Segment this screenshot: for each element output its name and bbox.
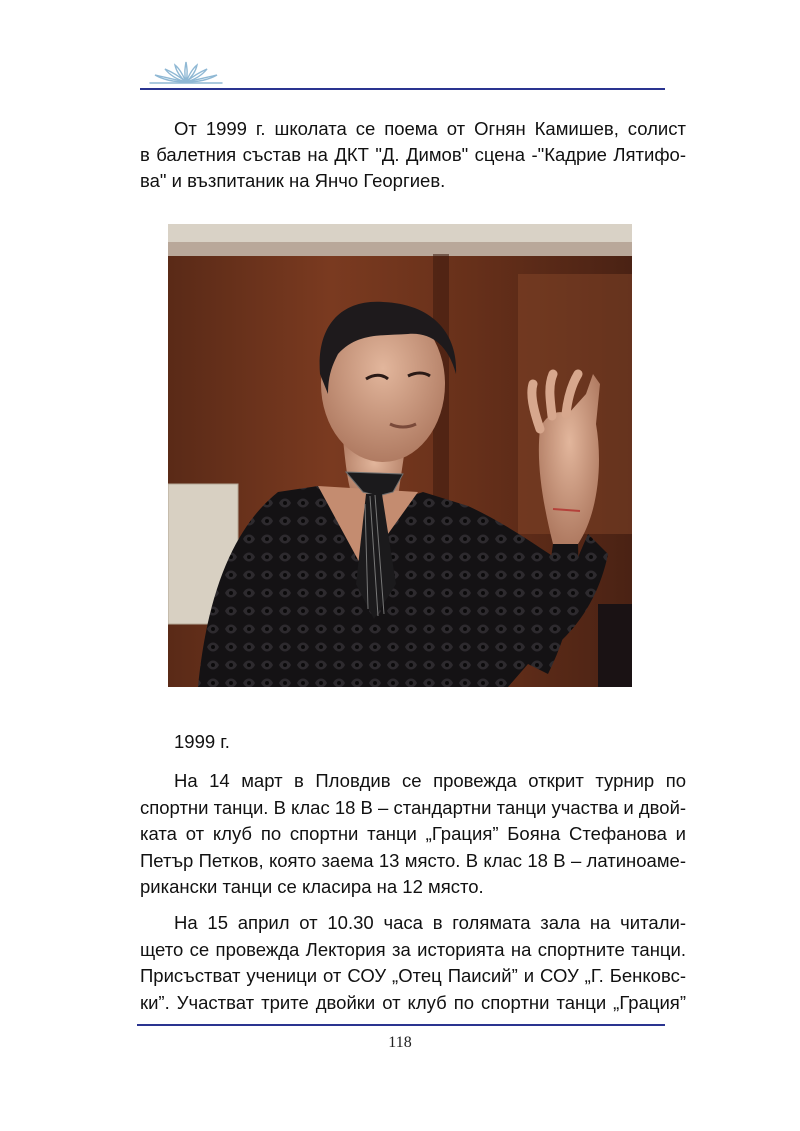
- paragraph-line: На 14 март в Пловдив се провежда открит турнир по: [174, 770, 686, 791]
- intro-paragraph: [140, 116, 686, 194]
- paragraph-line: От 1999 г. школата се поема от Огнян Камишев, солист: [174, 118, 686, 139]
- lotus-ornament-icon: [146, 60, 226, 86]
- paragraph-line: На 15 април от 10.30 часа в голямата зала на читали-: [174, 912, 686, 933]
- page-number: 118: [388, 1034, 412, 1051]
- footer-rule: [137, 1024, 665, 1026]
- paragraph-line: Присъстват ученици от СОУ „Отец Паисий” и СОУ „Г. Бенковс-: [140, 965, 686, 986]
- year-heading-text: 1999 г.: [174, 731, 230, 752]
- tournament-paragraph: [140, 768, 686, 901]
- lecture-paragraph: [140, 910, 686, 1016]
- header-rule: [140, 88, 665, 90]
- dancer-photo-illustration: [168, 224, 632, 687]
- year-heading: [140, 729, 686, 755]
- paragraph-line: ката от клуб по спортни танци „Грация” Бояна Стефанова и: [140, 823, 686, 844]
- paragraph-line: щето се провежда Лектория за историята на спортните танци.: [140, 938, 686, 960]
- paragraph-line: в балетния състав на ДКТ "Д. Димов" сцена -"Кадрие Лятифо-: [140, 144, 686, 165]
- photo-dancer: [168, 224, 632, 687]
- paragraph-line: рикански танци се класира на 12 място.: [140, 876, 484, 897]
- paragraph-line: ки”. Участват трите двойки от клуб по спортни танци „Грация”: [140, 991, 686, 1013]
- paragraph-line: ва" и възпитаник на Янчо Георгиев.: [140, 170, 446, 191]
- paragraph-line: Петър Петков, която заема 13 място. В клас 18 В – латиноаме-: [140, 849, 686, 871]
- paragraph-line: спортни танци. В клас 18 В – стандартни танци участва и двой-: [140, 796, 687, 818]
